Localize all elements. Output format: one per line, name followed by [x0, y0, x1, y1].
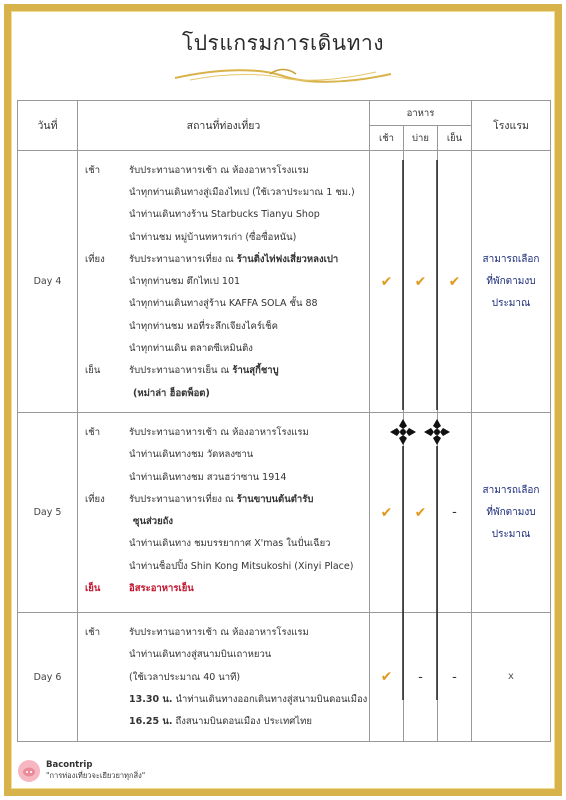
activity-text: [129, 274, 369, 289]
activity-line: [84, 577, 369, 599]
hotel-text: สามารถเลือก: [482, 253, 540, 265]
hotel-cell: [472, 151, 551, 413]
hotel-text: ที่พักตามงบ: [486, 275, 536, 287]
hotel-text: x: [508, 671, 514, 682]
header-lunch: บ่าย: [404, 126, 438, 151]
activity-line: [84, 248, 369, 270]
time-label: เช้า: [85, 626, 101, 638]
activity-line: [84, 382, 369, 404]
activity-text: [129, 647, 369, 662]
activity-line: [84, 226, 369, 248]
activity-description: นำทุกท่านชม ตึกไทเป 101: [129, 276, 241, 288]
activity-line: [84, 466, 369, 488]
activity-description: นำท่านเดินทางออกเดินทางสู่สนามบินดอนเมือง: [172, 693, 368, 705]
activity-text: [129, 670, 369, 685]
restaurant-name: ร้านสุกี้ชาบู: [232, 365, 279, 377]
activity-cell: [78, 613, 370, 741]
activity-description: ถึงสนามบินดอนเมือง ประเทศไทย: [172, 716, 312, 728]
restaurant-name: ร้านขาบนต้นตำรับ: [236, 493, 314, 505]
header-place: สถานที่ท่องเที่ยว: [78, 101, 370, 151]
activity-text: [129, 581, 369, 596]
time-label: เช้า: [85, 164, 101, 176]
check-icon: ✔: [370, 151, 404, 413]
check-icon: ✔: [370, 413, 404, 613]
itinerary-table: [17, 100, 551, 742]
hotel-text: ประมาณ: [491, 528, 531, 540]
hotel-text: ที่พักตามงบ: [486, 506, 536, 518]
meal-dinner: -: [438, 613, 472, 741]
activity-cell: [78, 151, 370, 413]
activity-text: [129, 625, 369, 640]
hotel-text: สามารถเลือก: [482, 484, 540, 496]
activity-text: [129, 692, 369, 707]
time-label: เที่ยง: [85, 493, 105, 505]
activity-line: [84, 270, 369, 292]
activity-text: [129, 230, 369, 245]
footer: [18, 760, 145, 782]
activity-text: [129, 386, 369, 401]
activity-description: นำท่านเดินทางชม วัดหลงซาน: [129, 449, 254, 461]
hotel-text: ประมาณ: [491, 297, 531, 309]
activity-cell: [78, 413, 370, 613]
time-label: เย็น: [85, 365, 101, 377]
activity-text: [129, 341, 369, 356]
activity-line: [84, 421, 369, 443]
activity-text: [129, 447, 369, 462]
activity-line: [84, 621, 369, 643]
header-food: อาหาร: [370, 101, 472, 126]
check-icon: ✔: [370, 613, 404, 741]
activity-line: [84, 510, 369, 532]
table-row: [18, 413, 551, 613]
activity-text: [129, 470, 369, 485]
gold-swash-ornament: [170, 66, 396, 86]
time-label: เที่ยง: [85, 253, 105, 265]
day-cell: Day 5: [18, 413, 78, 613]
header-breakfast: เช้า: [370, 126, 404, 151]
hotel-cell: [472, 413, 551, 613]
header-day: วันที่: [18, 101, 78, 151]
activity-line: [84, 204, 369, 226]
time-prefix: 13.30 น.: [129, 693, 173, 705]
restaurant-name: (หม่าล่า ฮ็อตพ็อต): [133, 387, 210, 399]
check-icon: ✔: [404, 151, 438, 413]
activity-text: [129, 425, 369, 440]
activity-description: นำท่านเดินทางชม สวนฮว่าซาน 1914: [129, 471, 287, 483]
activity-line: [84, 444, 369, 466]
activity-description: (ใช้เวลาประมาณ 40 นาที): [129, 671, 241, 683]
day-cell: Day 4: [18, 151, 78, 413]
activity-line: [84, 666, 369, 688]
activity-line: [84, 533, 369, 555]
activity-text: [129, 559, 369, 574]
check-icon: ✔: [404, 413, 438, 613]
activity-description: รับประทานอาหารเที่ยง ณ: [129, 493, 237, 505]
table-row: [18, 613, 551, 741]
check-icon: ✔: [438, 151, 472, 413]
activity-line: [84, 181, 369, 203]
activity-description: รับประทานอาหารเช้า ณ ห้องอาหารโรงแรม: [129, 164, 309, 176]
activity-text: [129, 319, 369, 334]
activity-description: รับประทานอาหารเช้า ณ ห้องอาหารโรงแรม: [129, 426, 309, 438]
activity-description: รับประทานอาหารเย็น ณ: [129, 365, 233, 377]
activity-text: [129, 492, 369, 507]
activity-text: [129, 185, 369, 200]
activity-description: นำท่านเดินทางสู่สนามบินเถาหยวน: [129, 649, 272, 661]
activity-description: นำท่านช็อปปิ้ง Shin Kong Mitsukoshi (Xinyi Place): [129, 560, 354, 572]
activity-text: [129, 252, 369, 267]
activity-description: รับประทานอาหารเช้า ณ ห้องอาหารโรงแรม: [129, 626, 309, 638]
activity-line: [84, 360, 369, 382]
activity-line: [84, 555, 369, 577]
activity-text: [129, 296, 369, 311]
activity-description: นำท่านชม หมู่บ้านทหารเก่า (ซื่อซื่อหนัน): [129, 231, 297, 243]
header-dinner: เย็น: [438, 126, 472, 151]
meal-lunch: -: [404, 613, 438, 741]
table-row: [18, 151, 551, 413]
time-label: เช้า: [85, 426, 101, 438]
activity-description: รับประทานอาหารเที่ยง ณ: [129, 253, 237, 265]
activity-description: นำทุกท่านเดิน ตลาดซีเหมินติง: [129, 343, 253, 355]
activity-text: [129, 207, 369, 222]
day-cell: Day 6: [18, 613, 78, 741]
activity-line: [84, 159, 369, 181]
activity-line: [84, 337, 369, 359]
activity-text: [129, 514, 369, 529]
activity-description: นำท่านเดินทาง ชมบรรยากาศ X'mas ในปั่นเฉียว: [129, 538, 331, 550]
activity-description: นำทุกท่านเดินทางสู่เมืองไทเป (ใช้เวลาประมาณ 1 ชม.): [129, 186, 355, 198]
activity-text: [129, 163, 369, 178]
header-hotel: โรงแรม: [472, 101, 551, 151]
footer-slogan: "การท่องเที่ยวจะเยียวยาทุกสิ่ง": [46, 771, 146, 780]
activity-description: นำท่านเดินทางร้าน Starbucks Tianyu Shop: [129, 209, 320, 221]
activity-text: [129, 714, 369, 729]
activity-line: [84, 293, 369, 315]
activity-text: [129, 363, 369, 378]
activity-line: [84, 315, 369, 337]
activity-description: นำทุกท่านชม หอที่ระลึกเจียงไคร์เช็ค: [129, 320, 278, 332]
activity-line: [84, 644, 369, 666]
activity-text: [129, 536, 369, 551]
pig-logo-icon: [18, 760, 40, 782]
meal-dinner: -: [438, 413, 472, 613]
restaurant-name: ซุนส่วยถัง: [133, 516, 174, 528]
activity-line: [84, 488, 369, 510]
footer-brand: Bacontrip: [46, 760, 93, 770]
activity-description: นำทุกท่านเดินทางสู่ร้าน KAFFA SOLA ชั้น 88: [129, 298, 318, 310]
page-title: โปรแกรมการเดินทาง: [181, 31, 385, 55]
time-label: เย็น: [85, 582, 101, 594]
hotel-cell: [472, 613, 551, 741]
activity-line: [84, 710, 369, 732]
free-meal-note: อิสระอาหารเย็น: [129, 582, 194, 594]
restaurant-name: ร้านติ่งไท่ฟงเสี่ยวหลงเปา: [236, 253, 339, 265]
activity-line: [84, 688, 369, 710]
time-prefix: 16.25 น.: [129, 716, 173, 728]
